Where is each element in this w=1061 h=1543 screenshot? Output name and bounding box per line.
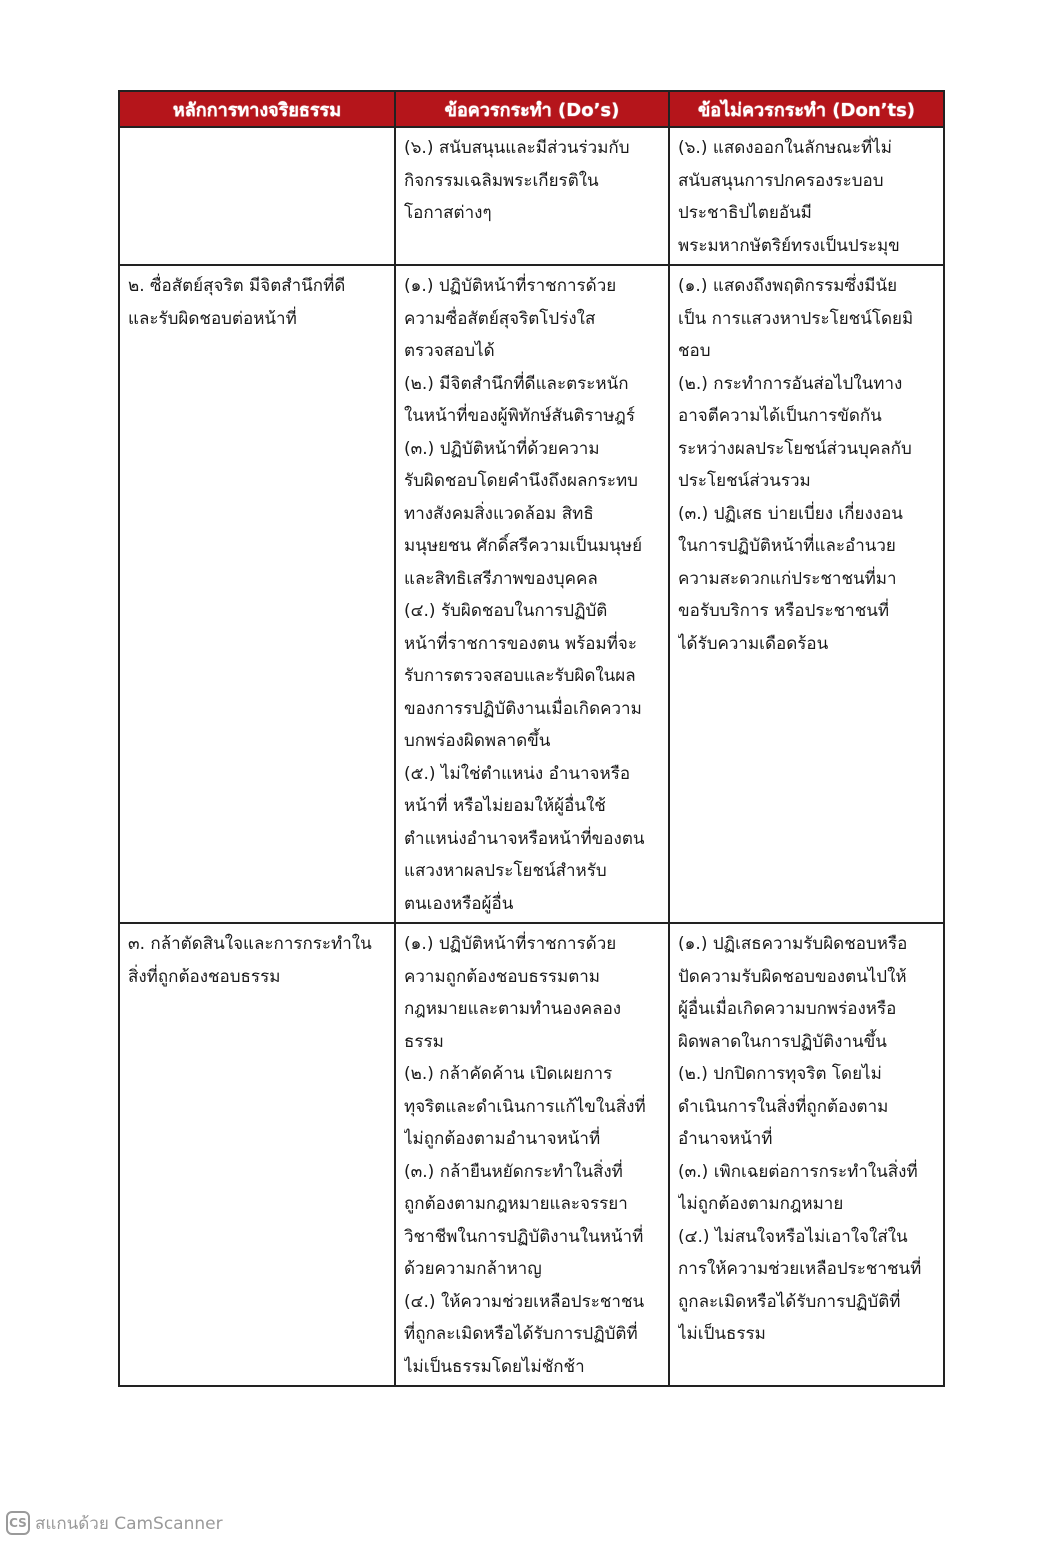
cell-line: ประโยชน์ส่วนรวม: [678, 471, 811, 491]
cell-line: ชอบ: [678, 341, 711, 361]
camscanner-watermark: [6, 1510, 223, 1536]
cell-line: (๔.) ให้ความช่วยเหลือประชาชน: [404, 1291, 645, 1312]
cell-line: (๑.) ปฏิบัติหน้าที่ราชการด้วย: [404, 276, 617, 296]
cell-line: ที่ถูกละเมิดหรือได้รับการปฏิบัติที่: [404, 1324, 638, 1344]
cell-line: (๑.) แสดงถึงพฤติกรรมซึ่งมีนัย: [678, 276, 898, 296]
cell-line: ตรวจสอบได้: [404, 341, 495, 361]
cell-line: ด้วยความกล้าหาญ: [404, 1259, 542, 1279]
table-row: [119, 127, 944, 265]
cell-line: ถูกละเมิดหรือได้รับการปฏิบัติที่: [678, 1291, 901, 1312]
ethics-table: [118, 90, 945, 1387]
camscanner-logo: CS: [6, 1511, 30, 1535]
cell-line: ดำเนินการในสิ่งที่ถูกต้องตาม: [678, 1096, 889, 1117]
cell-line: แสวงหาผลประโยชน์สำหรับ: [404, 861, 607, 881]
cell-line: บกพร่องผิดพลาดขึ้น: [404, 731, 551, 751]
cell-line: (๔.) ไม่สนใจหรือไม่เอาใจใส่ใน: [678, 1226, 908, 1247]
cell-line: (๓.) ปฏิบัติหน้าที่ด้วยความ: [404, 438, 600, 459]
donts-cell: [669, 923, 944, 1386]
cell-line: (๓.) กล้ายืนหยัดกระทำในสิ่งที่: [404, 1161, 623, 1182]
cell-line: (๑.) ปฏิบัติหน้าที่ราชการด้วย: [404, 934, 617, 954]
cell-line: รับผิดชอบโดยคำนึงถึงผลกระทบ: [404, 471, 638, 491]
table-header-row: [119, 91, 944, 127]
cell-line: ขอรับบริการ หรือประชาชนที่: [678, 601, 890, 621]
cell-line: (๖.) แสดงออกในลักษณะที่ไม่: [678, 138, 892, 158]
cell-line: ทางสังคมสิ่งแวดล้อม สิทธิ: [404, 503, 594, 524]
cell-line: ไม่ถูกต้องตามกฎหมาย: [678, 1194, 844, 1214]
cell-line: ๒. ซื่อสัตย์สุจริต มีจิตสำนึกที่ดี: [128, 276, 346, 296]
donts-cell: [669, 127, 944, 265]
table-row: [119, 923, 944, 1386]
principle-cell: [119, 127, 395, 265]
watermark-text: สแกนด้วย CamScanner: [35, 1513, 223, 1534]
cell-line: ธรรม: [404, 1031, 444, 1052]
cell-line: วิชาชีพในการปฏิบัติงานในหน้าที่: [404, 1226, 644, 1247]
cell-line: (๓.) เพิกเฉยต่อการกระทำในสิ่งที่: [678, 1161, 918, 1182]
donts-cell: [669, 265, 944, 923]
cell-line: ไม่เป็นธรรม: [678, 1324, 766, 1344]
header-dos: ข้อควรกระทำ (Do’s): [395, 91, 669, 127]
cell-line: ของการรปฏิบัติงานเมื่อเกิดความ: [404, 698, 642, 719]
header-donts: ข้อไม่ควรกระทำ (Don’ts): [669, 91, 944, 127]
cell-line: ระหว่างผลประโยชน์ส่วนบุคลกับ: [678, 438, 912, 459]
cell-line: รับการตรวจสอบและรับผิดในผล: [404, 666, 636, 686]
cell-line: ทุจริตและดำเนินการแก้ไขในสิ่งที่: [404, 1096, 646, 1117]
dos-cell: [395, 127, 669, 265]
cell-line: (๖.) สนับสนุนและมีส่วนร่วมกับ: [404, 138, 630, 158]
cell-line: (๓.) ปฏิเสธ บ่ายเบี่ยง เกี่ยงงอน: [678, 503, 903, 524]
dos-cell: [395, 923, 669, 1386]
cell-line: ในการปฏิบัติหน้าที่และอำนวย: [678, 536, 896, 556]
cell-line: ความถูกต้องชอบธรรมตาม: [404, 966, 600, 987]
cell-line: หน้าที่ราชการของตน พร้อมที่จะ: [404, 633, 638, 654]
cell-line: หน้าที่ หรือไม่ยอมให้ผู้อื่นใช้: [404, 796, 606, 816]
cell-line: พระมหากษัตริย์ทรงเป็นประมุข: [678, 235, 900, 256]
cell-line: (๒.) กล้าคัดค้าน เปิดเผยการ: [404, 1064, 613, 1084]
cell-line: ถูกต้องตามกฎหมายและจรรยา: [404, 1194, 628, 1214]
principle-cell: [119, 923, 395, 1386]
cell-line: กิจกรรมเฉลิมพระเกียรติใน: [404, 170, 599, 191]
cell-line: (๒.) ปกปิดการทุจริต โดยไม่: [678, 1064, 882, 1084]
cell-line: และสิทธิเสรีภาพของบุคคล: [404, 568, 598, 589]
table-body: [119, 127, 944, 1386]
dos-cell: [395, 265, 669, 923]
cell-line: (๒.) มีจิตสำนึกที่ดีและตระหนัก: [404, 373, 629, 394]
cell-line: ตนเองหรือผู้อื่น: [404, 893, 514, 914]
table-row: [119, 265, 944, 923]
cell-line: ในหน้าที่ของผู้พิทักษ์สันติราษฎร์: [404, 406, 635, 426]
cell-line: ปัดความรับผิดชอบของตนไปให้: [678, 966, 907, 987]
cell-line: ความซื่อสัตย์สุจริตโปร่งใส: [404, 308, 596, 329]
cell-line: (๔.) รับผิดชอบในการปฏิบัติ: [404, 601, 608, 621]
cell-line: ผู้อื่นเมื่อเกิดความบกพร่องหรือ: [678, 999, 897, 1019]
cell-line: อาจตีความได้เป็นการขัดกัน: [678, 406, 882, 426]
header-principle: หลักการทางจริยธรรม: [119, 91, 395, 127]
cell-line: อำนาจหน้าที่: [678, 1129, 773, 1149]
cell-line: มนุษยชน ศักดิ์สรีความเป็นมนุษย์: [404, 536, 643, 556]
cell-line: สิ่งที่ถูกต้องชอบธรรม: [128, 966, 281, 987]
cell-line: ประชาธิปไตยอันมี: [678, 203, 812, 223]
cell-line: ผิดพลาดในการปฏิบัติงานขึ้น: [678, 1031, 887, 1052]
cell-line: (๕.) ไม่ใช่ตำแหน่ง อำนาจหรือ: [404, 763, 631, 784]
cell-line: โอกาสต่างๆ: [404, 203, 492, 223]
cell-line: กฎหมายและตามทำนองคลอง: [404, 999, 622, 1019]
cell-line: การให้ความช่วยเหลือประชาชนที่: [678, 1259, 922, 1279]
cell-line: ตำแหน่งอำนาจหรือหน้าที่ของตน: [404, 828, 645, 849]
principle-cell: [119, 265, 395, 923]
cell-line: เป็น การแสวงหาประโยชน์โดยมิ: [678, 308, 914, 329]
cell-line: สนับสนุนการปกครองระบอบ: [678, 170, 884, 191]
cell-line: ไม่เป็นธรรมโดยไม่ชักช้า: [404, 1356, 585, 1377]
cell-line: และรับผิดชอบต่อหน้าที่: [128, 308, 297, 329]
cell-line: (๑.) ปฏิเสธความรับผิดชอบหรือ: [678, 934, 908, 954]
cell-line: ไม่ถูกต้องตามอำนาจหน้าที่: [404, 1129, 601, 1149]
cell-line: ความสะดวกแก่ประชาชนที่มา: [678, 568, 897, 589]
cell-line: (๒.) กระทำการอันส่อไปในทาง: [678, 373, 903, 394]
cell-line: ได้รับความเดือดร้อน: [678, 633, 829, 654]
cell-line: ๓. กล้าตัดสินใจและการกระทำใน: [128, 934, 372, 954]
